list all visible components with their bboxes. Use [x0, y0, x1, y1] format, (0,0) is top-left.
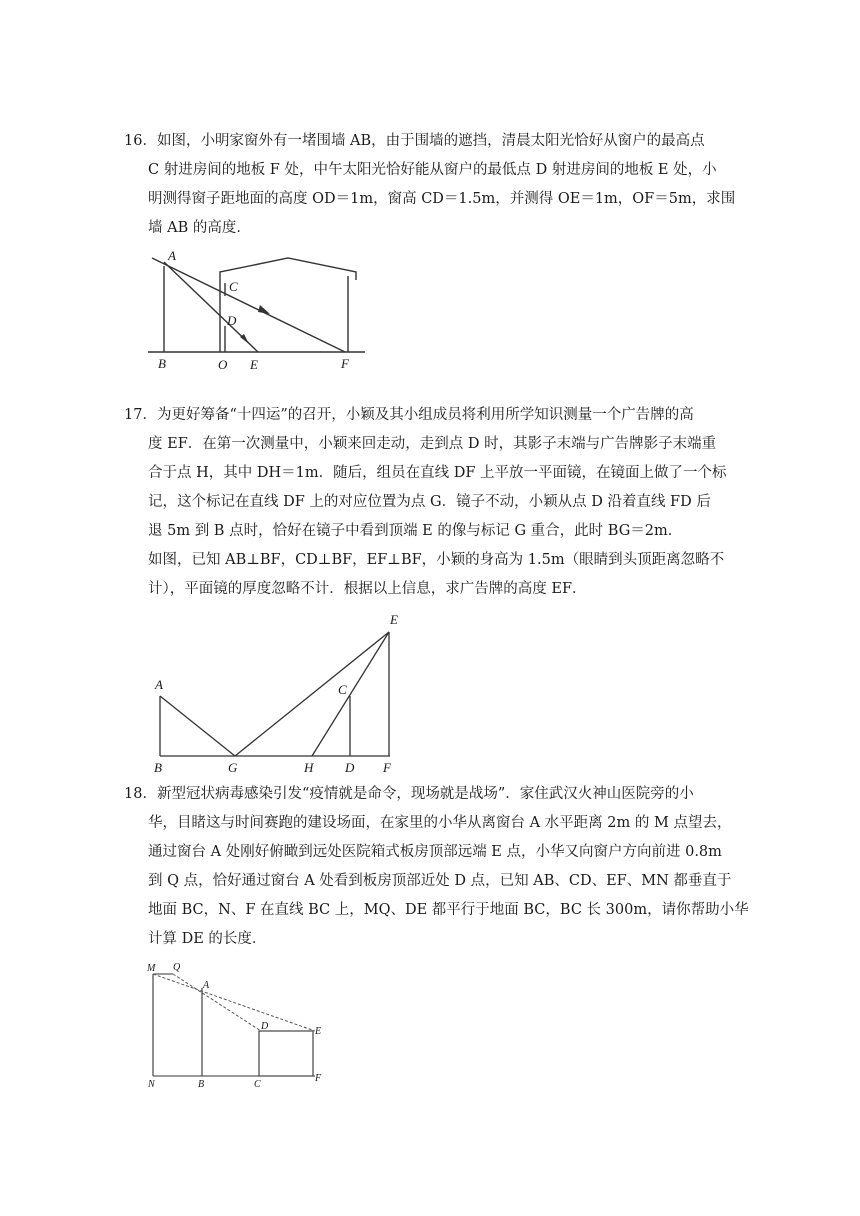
- question-18-line-2: 华，目睹这与时间赛跑的建设场面，在家里的小华从离窗台 A 水平距离 2m 的 M 点望去，: [148, 815, 732, 831]
- label-a: A: [203, 980, 210, 991]
- segment-ag: [160, 696, 235, 756]
- label-o: O: [218, 357, 228, 372]
- house-roof: [220, 258, 356, 352]
- figure-17-diagram: [140, 610, 420, 780]
- sightline-qd: [173, 974, 261, 1031]
- label-a: A: [155, 677, 163, 692]
- question-16-line-3: 明测得窗子距地面的高度 OD＝1m，窗高 CD＝1.5m，并测得 OE＝1m，OF＝5m，求围: [148, 191, 736, 207]
- arrow-cf: [258, 305, 270, 314]
- label-n: N: [148, 1079, 155, 1090]
- question-16-line-1: 16．如图，小明家窗外有一堵围墙 AB，由于围墙的遮挡，清晨太阳光恰好从窗户的最高点: [124, 133, 705, 149]
- question-17-line-5: 退 5m 到 B 点时，恰好在镜子中看到顶端 E 的像与标记 G 重合，此时 BG＝2m．: [148, 523, 683, 539]
- question-18-line-4: 到 Q 点，恰好通过窗台 A 处看到板房顶部近处 D 点，已知 AB、CD、EF、MN 都垂直于: [148, 873, 732, 889]
- question-17-line-1: 17．为更好筹备“十四运”的召开，小颖及其小组成员将利用所学知识测量一个广告牌的高: [124, 407, 694, 423]
- question-17-line-4: 记，这个标记在直线 DF 上的对应位置为点 G．镜子不动，小颖从点 D 沿着直线 FD 后: [148, 494, 711, 510]
- question-18-line-3: 通过窗台 A 处刚好俯瞰到远处医院箱式板房顶部远端 E 点，小华又向窗户方向前进 0.8m: [148, 844, 722, 860]
- label-f: F: [341, 356, 349, 371]
- ray-to-f: [152, 258, 345, 352]
- question-17-line-6: 如图，已知 AB⊥BF，CD⊥BF，EF⊥BF，小颖的身高为 1.5m（眼睛到头顶距离忽略不: [148, 552, 725, 568]
- label-b: B: [158, 356, 166, 371]
- question-18-line-5: 地面 BC，N、F 在直线 BC 上，MQ、DE 都平行于地面 BC，BC 长 300m，请你帮助小华: [148, 902, 749, 918]
- question-18-line-6: 计算 DE 的长度．: [148, 931, 267, 947]
- question-18: [124, 780, 749, 954]
- label-d: D: [345, 760, 355, 775]
- label-d: D: [261, 1021, 269, 1032]
- label-a: A: [168, 248, 176, 263]
- question-18-line-1: 18．新型冠状病毒感染引发“疫情就是命令，现场就是战场”．家住武汉火神山医院旁的小: [124, 786, 694, 802]
- label-b: B: [154, 760, 162, 775]
- label-b: B: [198, 1079, 205, 1090]
- question-16-line-2: C 射进房间的地板 F 处，中午太阳光恰好能从窗户的最低点 D 射进房间的地板 E 处，小: [148, 162, 717, 178]
- label-d: D: [227, 313, 237, 328]
- label-g: G: [228, 760, 238, 775]
- label-c: C: [229, 279, 238, 294]
- question-17-line-7: 计），平面镜的厚度忽略不计．根据以上信息，求广告牌的高度 EF．: [148, 581, 587, 597]
- box-house: [259, 1031, 313, 1076]
- figure-17: [140, 610, 420, 780]
- figure-16-diagram: [140, 248, 380, 378]
- label-q: Q: [173, 962, 181, 973]
- label-e: E: [315, 1026, 322, 1037]
- label-f: F: [315, 1073, 322, 1084]
- question-17-line-2: 度 EF．在第一次测量中，小颖来回走动，走到点 D 时，其影子末端与广告牌影子末端重: [148, 436, 717, 452]
- question-17: [124, 401, 734, 604]
- question-16: [124, 127, 734, 243]
- label-c: C: [254, 1079, 261, 1090]
- label-e: E: [390, 612, 398, 627]
- sightline-me: [153, 974, 315, 1031]
- label-f: F: [383, 760, 391, 775]
- label-c: C: [338, 682, 347, 697]
- label-m: M: [147, 963, 156, 974]
- figure-18: [140, 958, 340, 1088]
- figure-18-diagram: [140, 958, 340, 1088]
- question-17-line-3: 合于点 H，其中 DH＝1m．随后，组员在直线 DF 上平放一平面镜，在镜面上做了一个标: [148, 465, 727, 481]
- figure-16: [140, 248, 380, 378]
- question-16-line-4: 墙 AB 的高度．: [148, 220, 251, 236]
- segment-ge: [235, 632, 389, 756]
- label-h: H: [304, 760, 314, 775]
- label-e: E: [250, 357, 258, 372]
